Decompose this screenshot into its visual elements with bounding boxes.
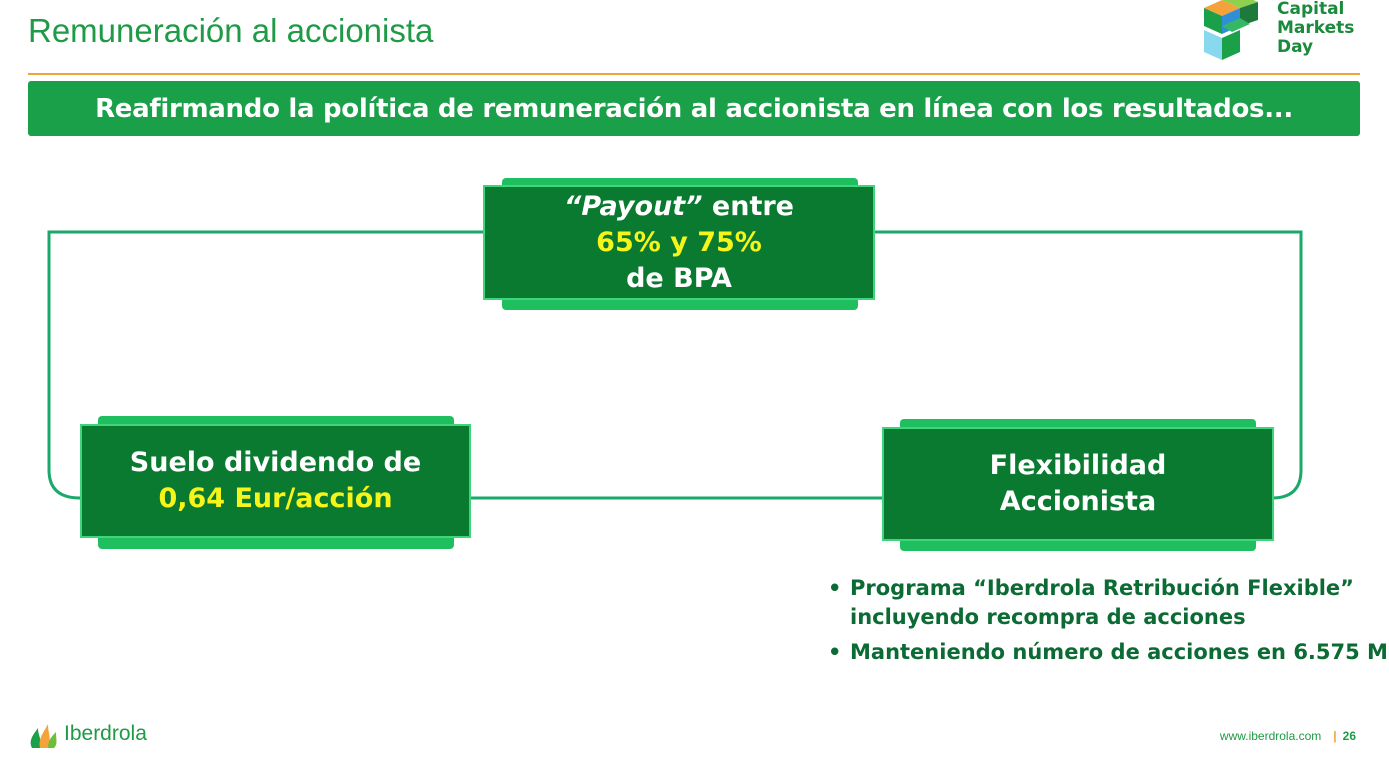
list-item: [828, 574, 1388, 632]
flexibility-bullet-list: [828, 574, 1388, 673]
flexibility-line1: Flexibilidad: [989, 450, 1167, 481]
logo-line-day: Day: [1277, 37, 1314, 57]
payout-italic-label: “Payout”: [564, 190, 703, 222]
list-item: [828, 638, 1388, 667]
footer-separator: |: [1333, 729, 1337, 743]
bullet-dot: •: [828, 640, 842, 664]
dividend-floor-value: 0,64 Eur/acción: [158, 483, 393, 514]
iberdrola-flame-icon: [28, 718, 60, 750]
logo-line-capital: Capital: [1277, 0, 1345, 19]
iberdrola-logo: [28, 718, 147, 750]
footer-info: [1220, 729, 1356, 743]
flexibility-line2: Accionista: [999, 486, 1157, 517]
page-number: 26: [1342, 729, 1356, 743]
bullet-text: Manteniendo número de acciones en 6.575 M: [850, 640, 1388, 664]
dividend-floor-label: Suelo dividendo de: [129, 447, 422, 478]
payout-line1-rest: entre: [702, 190, 794, 222]
bullet-dot: •: [828, 576, 842, 600]
bullet-text: Programa “Iberdrola Retribución Flexible” incluyendo recompra de acciones: [850, 576, 1354, 629]
slide-title: Remuneración al accionista: [28, 12, 434, 49]
payout-range: 65% y 75%: [596, 226, 762, 258]
iberdrola-wordmark: Iberdrola: [64, 722, 147, 745]
banner-text: Reafirmando la política de remuneración al accionista en línea con los resultados...: [95, 93, 1293, 124]
logo-line-markets: Markets: [1277, 18, 1355, 38]
footer-url[interactable]: www.iberdrola.com: [1219, 729, 1322, 743]
payout-basis: de BPA: [626, 262, 732, 294]
